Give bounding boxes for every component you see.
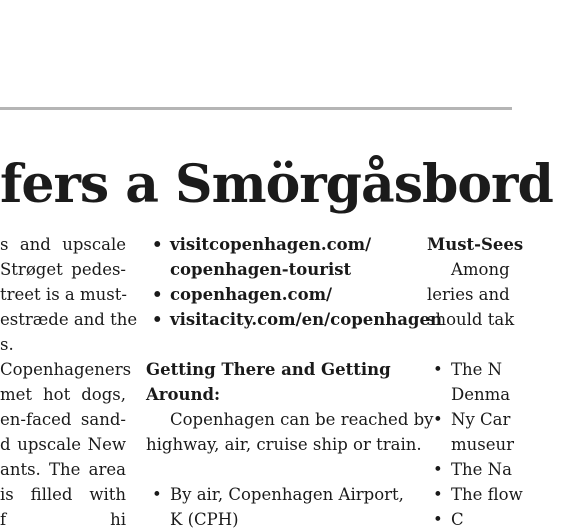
list-item	[427, 507, 587, 532]
section-subhead: Must-Sees	[427, 235, 524, 254]
list-item	[427, 457, 587, 482]
paragraph-line: should tak	[427, 310, 515, 329]
must-sees-list	[427, 357, 587, 532]
resource-link[interactable]: visitacity.com/en/copenhagen	[170, 310, 442, 329]
list-item-text: The flow	[451, 485, 523, 504]
paragraph-line: highway, air, cruise ship or train.	[146, 435, 422, 454]
list-item-text: Ny Car	[451, 410, 511, 429]
article-headline: fers a Smörgåsbord	[0, 154, 553, 215]
resource-link[interactable]: copenhagen.com/	[170, 285, 333, 304]
text-line: Strøget pedes-	[0, 260, 126, 279]
list-item-text: museur	[451, 435, 515, 454]
article-column-1	[0, 232, 138, 532]
resource-link-continued[interactable]: copenhagen-tourist	[170, 260, 352, 279]
resource-link-item[interactable]	[146, 282, 412, 307]
resource-link-item[interactable]	[146, 232, 412, 282]
text-line: d upscale New	[0, 435, 126, 454]
list-item-text: By air, Copenhagen Airport,	[170, 485, 404, 504]
list-item	[146, 482, 412, 532]
article-column-3	[427, 232, 587, 532]
paragraph-line: Copenhagen can be reached by	[170, 410, 434, 429]
resource-link-item[interactable]	[146, 307, 442, 332]
paragraph-line: Among	[451, 260, 510, 279]
list-item	[427, 482, 587, 507]
text-line: is filled with	[0, 485, 126, 504]
list-item	[427, 407, 587, 457]
text-line: f hi	[0, 510, 126, 529]
text-line: treet is a must-	[0, 285, 127, 304]
list-item-text: Denma	[451, 385, 511, 404]
text-line: Copenhageners	[0, 360, 132, 379]
text-line: s and upscale	[0, 235, 126, 254]
list-item-text: K (CPH)	[170, 510, 239, 529]
resource-links-list	[146, 232, 442, 332]
text-line: met hot dogs,	[0, 385, 126, 404]
paragraph-line: leries and	[427, 285, 510, 304]
resource-link[interactable]: visitcopenhagen.com/	[170, 235, 372, 254]
text-line: s.	[0, 335, 14, 354]
article-column-2	[146, 232, 442, 532]
list-item	[427, 357, 587, 407]
header-rule	[0, 107, 512, 110]
section-subhead: Around:	[146, 385, 221, 404]
text-line: en-faced sand-	[0, 410, 126, 429]
travel-bullets	[146, 482, 412, 532]
section-subhead: Getting There and Getting	[146, 360, 391, 379]
list-item-text: The Na	[451, 460, 512, 479]
text-line: estræde and the	[0, 310, 138, 329]
list-item-text: The N	[451, 360, 503, 379]
list-item-text: C	[451, 510, 464, 529]
text-line: ants. The area	[0, 460, 126, 479]
